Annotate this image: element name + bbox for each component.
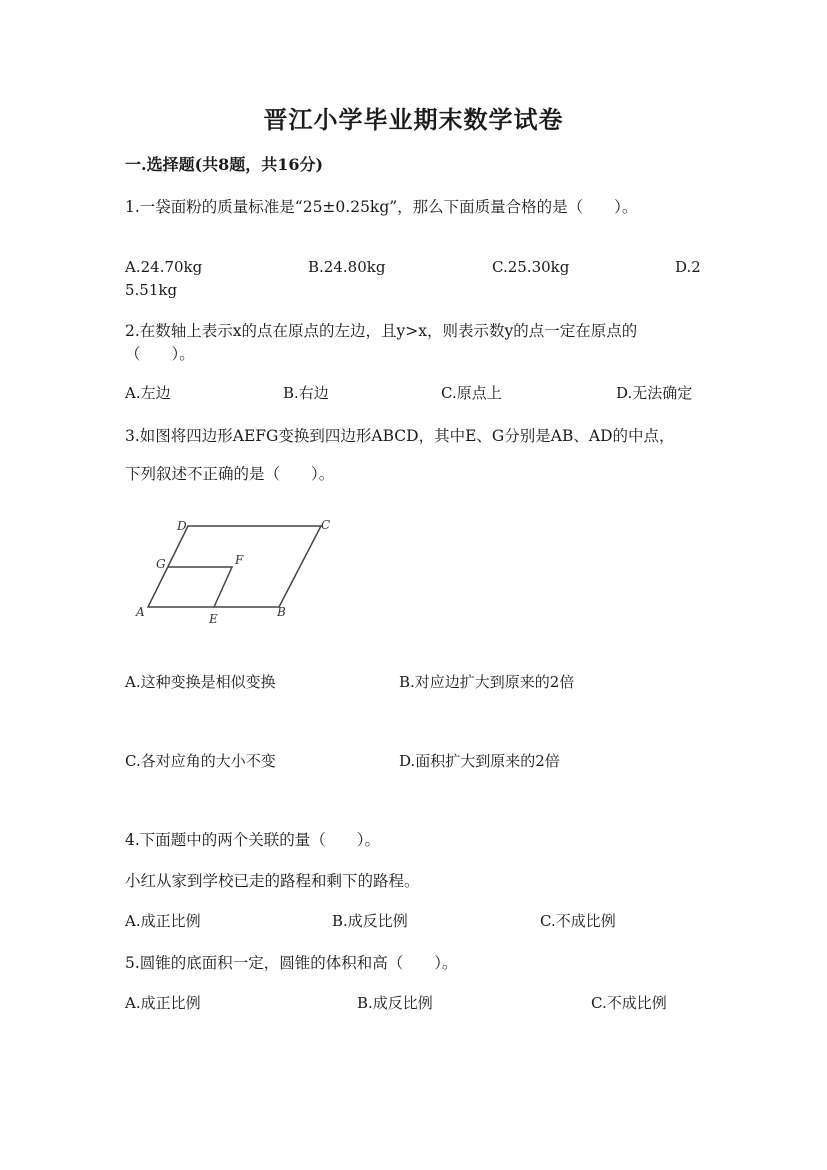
q1-option-d-wrap: 5.51kg xyxy=(125,281,178,299)
q5-option-c[interactable]: C.不成比例 xyxy=(591,994,667,1012)
label-a: A xyxy=(136,605,145,619)
q1-option-a[interactable]: A.24.70kg xyxy=(125,258,203,276)
q4-option-a[interactable]: A.成正比例 xyxy=(125,912,201,930)
q5-option-a[interactable]: A.成正比例 xyxy=(125,994,201,1012)
q2-option-b[interactable]: B.右边 xyxy=(283,384,329,402)
q1-option-d[interactable]: D.2 xyxy=(675,258,701,276)
label-d: D xyxy=(177,519,187,533)
question-3-stem-line2: 下列叙述不正确的是（ ）。 xyxy=(125,465,335,483)
q3-option-c[interactable]: C.各对应角的大小不变 xyxy=(125,752,276,770)
q4-option-c[interactable]: C.不成比例 xyxy=(540,912,616,930)
label-f: F xyxy=(235,553,244,567)
q3-option-d[interactable]: D.面积扩大到原来的2倍 xyxy=(399,752,560,770)
quadrilateral-aefg xyxy=(168,567,232,607)
question-4-stem-line1: 4.下面题中的两个关联的量（ ）。 xyxy=(125,831,381,849)
label-c: C xyxy=(321,518,331,532)
q1-option-c[interactable]: C.25.30kg xyxy=(492,258,570,276)
question-2-stem-line1: 2.在数轴上表示x的点在原点的左边，且y>x，则表示数y的点一定在原点的 xyxy=(125,322,638,340)
question-2-stem-line2: （ ）。 xyxy=(125,345,195,363)
q1-option-b[interactable]: B.24.80kg xyxy=(308,258,386,276)
question-1-stem: 1.一袋面粉的质量标准是“25±0.25kg”，那么下面质量合格的是（ ）。 xyxy=(125,198,638,216)
q2-option-c[interactable]: C.原点上 xyxy=(441,384,502,402)
question-3-stem-line1: 3.如图将四边形AEFG变换到四边形ABCD，其中E、G分别是AB、AD的中点， xyxy=(125,427,675,445)
q2-option-d[interactable]: D.无法确定 xyxy=(616,384,693,402)
q4-option-b[interactable]: B.成反比例 xyxy=(332,912,408,930)
question-5-stem: 5.圆锥的底面积一定，圆锥的体积和高（ ）。 xyxy=(125,954,458,972)
quadrilateral-figure xyxy=(125,510,345,630)
q3-option-a[interactable]: A.这种变换是相似变换 xyxy=(125,673,276,691)
label-e: E xyxy=(209,612,218,626)
section-heading: 一.选择题(共8题，共16分) xyxy=(125,155,324,174)
question-4-stem-line2: 小红从家到学校已走的路程和剩下的路程。 xyxy=(125,872,420,890)
q2-option-a[interactable]: A.左边 xyxy=(125,384,171,402)
page-title: 晋江小学毕业期末数学试卷 xyxy=(263,105,564,134)
q3-option-b[interactable]: B.对应边扩大到原来的2倍 xyxy=(399,673,575,691)
label-b: B xyxy=(277,605,286,619)
label-g: G xyxy=(156,557,166,571)
q5-option-b[interactable]: B.成反比例 xyxy=(357,994,433,1012)
